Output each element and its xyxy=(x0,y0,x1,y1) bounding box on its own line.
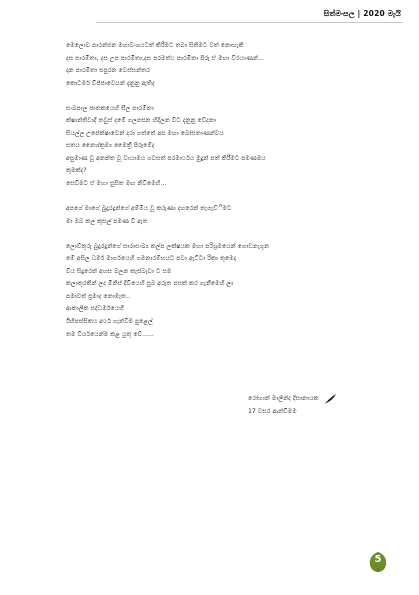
stanza-2 xyxy=(66,103,396,191)
poem-line: ආකාලික සද්ධර්මයෙහි xyxy=(66,305,124,313)
poem-line: තම වීර්යයෙන්ම කළ යුතු වේ...... xyxy=(66,330,154,338)
feather-pen-icon xyxy=(323,393,337,405)
poem-line: කුමක්ද? xyxy=(66,167,87,175)
page-header: සිත්මංසල | 2020 මැයි xyxy=(323,9,401,18)
header-divider xyxy=(96,22,403,23)
page-number: 5 xyxy=(374,554,382,565)
poem-line: මා ඔබ කල කුසල් පමණ වී ඇත xyxy=(66,217,148,225)
poem-body xyxy=(66,40,396,354)
poem-line: ක්ෂාන්තිවාදී තවුස් දමේ ගලපසන හිදිලන වීට දැනුනු වේදනා xyxy=(66,117,216,125)
poem-line: මෙලොව පාරන්ජන මහාවංශයටත් කිරීමට තබා සිතිමට වත් නොහැකි xyxy=(66,42,244,49)
poem-line: සංඛපාල ජාතකයෙහි සීල පාරමිතා xyxy=(66,104,154,112)
poem-line: සෙවීමට ඒ මහා සුසිත මඟ නිවිමෙහි... xyxy=(66,180,167,188)
poem-line: කලාතුරකින් ලද මිනිස් දිවියෙහි සුබ අරුත පසක් කර ගැනීමෙහි ලා xyxy=(66,280,234,288)
poem-line: අසුමාණ වූ අනන්ත වූ වායාමය ගවසත් පරමාර්ථය මුදුන් පත් කිරීමට පමණමය xyxy=(66,154,266,162)
poem-line: සියල්ල උපේක්ෂාවෙන් දරා ගත්තේ අප මහා බෝසතාණන්වය xyxy=(66,129,224,137)
author-name: රෝහාන් මාලින්ද දිසානායක xyxy=(248,395,319,402)
stanza-1 xyxy=(66,40,396,90)
poem-line: විය සිදුරෙන් අහස බලන කැස්බෑවා ට සම xyxy=(66,267,172,275)
stanza-3 xyxy=(66,203,396,228)
poem-line: මේ අසිල ධර්ම මාර්ගයෙහි ගමනාරම්භයට පවා ඇට්ටා රිකා තුමෙද xyxy=(66,255,237,263)
page-number-badge xyxy=(368,551,388,573)
signature-block xyxy=(248,392,337,418)
poem-line: දස පාරමිතා, දස උප පාරමිතා,දස පරමත්ථ පාරමිතා පිරූ ඒ මහා වීරයාණන්... xyxy=(66,54,264,62)
poem-line: අපගේ මාගේ බුදුරදුන්ගේ අම්මිය වූ කරුණා දහරෙන් තැගැව්ීමට xyxy=(66,205,232,213)
poem-line: පමාවත් ප්‍රමාද නොමැත.. xyxy=(66,292,130,300)
poem-line: කොටමර් විජ්ජාවෙයන් දැනුනු ඇතිද xyxy=(66,79,155,87)
poem-line: ලොව්තුරු බුදුරදුන්ගේ සාරාසංඛ්‍ය කල්ප ලක්ෂයක මහා පරිශ්‍රමයෙන් ගොඩනැගුන xyxy=(66,242,270,250)
stanza-4 xyxy=(66,241,396,341)
poem-line: සතය නෛශ්ක්‍රම්‍ය මෛත්‍රී පිරූමේද xyxy=(66,142,155,150)
poem-line: දාන පාරමිතා සපුරන වෙස්සන්තර xyxy=(66,67,150,75)
poem-line: ඊහිපස්සිකය අර්ථ ගැන්වීම පුළෙල් xyxy=(66,318,153,326)
author-class: 17 වසර ආන්ඩිමම xyxy=(248,408,297,415)
